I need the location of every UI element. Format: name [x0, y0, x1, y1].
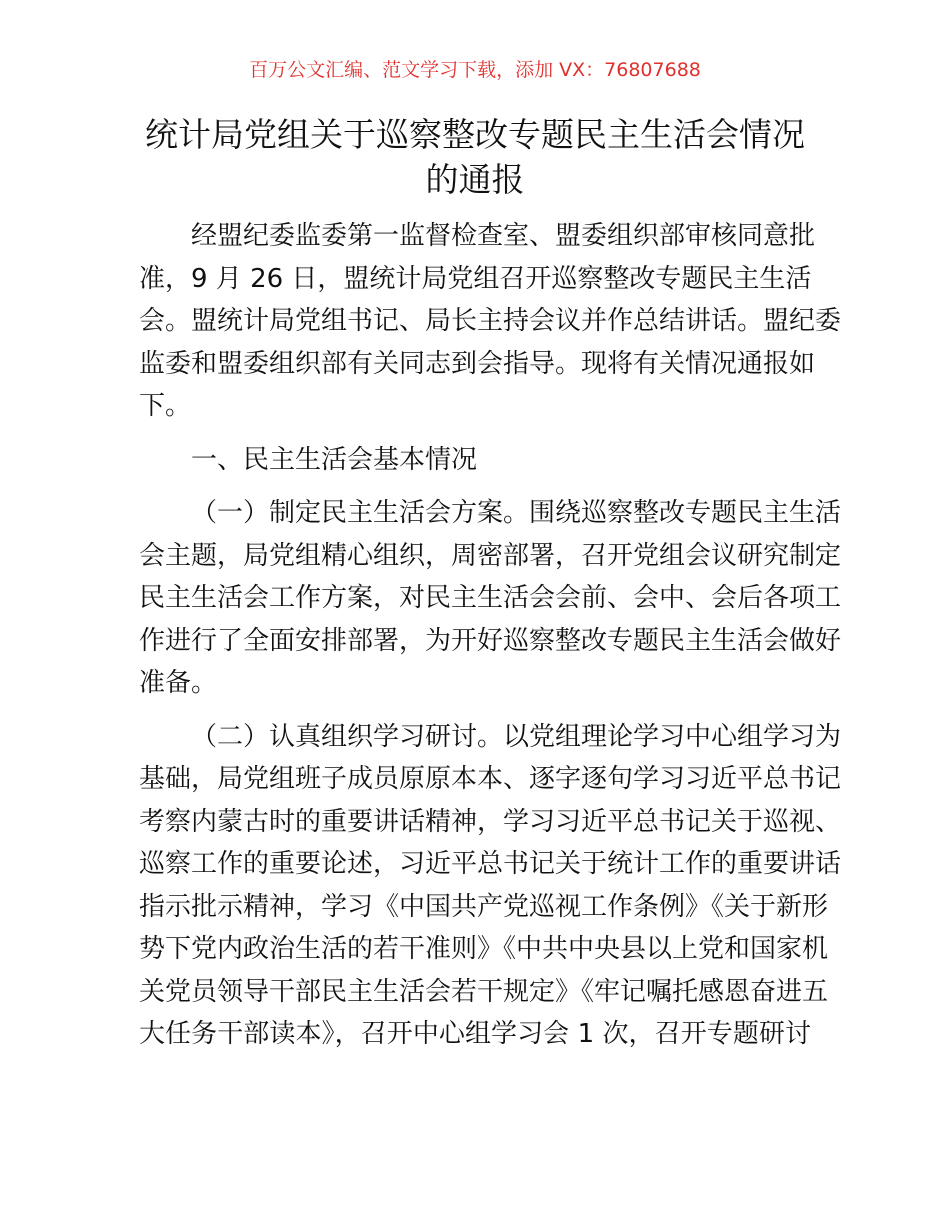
- title-line: 的通报: [425, 160, 525, 199]
- paragraph: [139, 716, 842, 1056]
- paragraph: [139, 492, 842, 705]
- text-line: 准备。: [139, 668, 218, 698]
- watermark-header: 百万公文汇编、范文学习下载，添加 VX：76807688: [249, 59, 701, 81]
- section-heading: [139, 439, 811, 482]
- text-line: 一、民主生活会基本情况: [191, 444, 478, 475]
- text-line: 基础，局党组班子成员原原本本、逐字逐句学习习近平总书记: [139, 764, 842, 794]
- text-line: 会。盟统计局党组书记、局长主持会议并作总结讲话。盟纪委: [139, 306, 842, 336]
- document-body: [139, 215, 842, 1067]
- document-title: [0, 112, 950, 202]
- paragraph: [139, 215, 842, 428]
- text-line: 经盟纪委监委第一监督检查室、盟委组织部审核同意批: [191, 221, 816, 251]
- text-line: 大任务干部读本》，召开中心组学习会 1 次，召开专题研讨: [139, 1019, 811, 1049]
- title-line: 统计局党组关于巡察整改专题民主生活会情况: [145, 115, 805, 154]
- text-line: 会主题，局党组精心组织，周密部署，召开党组会议研究制定: [139, 540, 842, 571]
- text-line: （二）认真组织学习研讨。以党组理论学习中心组学习为: [191, 721, 842, 752]
- text-line: 监委和盟委组织部有关同志到会指导。现将有关情况通报如: [139, 348, 816, 379]
- text-line: 指示批示精神，学习《中国共产党巡视工作条例》《关于新形: [139, 891, 829, 922]
- text-line: 下。: [139, 391, 192, 421]
- text-line: 准，9 月 26 日，盟统计局党组召开巡察整改专题民主生活: [139, 263, 812, 294]
- text-line: 关党员领导干部民主生活会若干规定》《牢记嘱托感恩奋进五: [139, 976, 829, 1007]
- text-line: 巡察工作的重要论述，习近平总书记关于统计工作的重要讲话: [139, 849, 842, 879]
- text-line: 势下党内政治生活的若干准则》《中共中央县以上党和国家机: [139, 934, 829, 964]
- text-line: 民主生活会工作方案，对民主生活会会前、会中、会后各项工: [139, 583, 842, 613]
- text-line: 考察内蒙古时的重要讲话精神，学习习近平总书记关于巡视、: [139, 806, 842, 837]
- text-line: （一）制定民主生活会方案。围绕巡察整改专题民主生活: [191, 498, 842, 528]
- text-line: 作进行了全面安排部署，为开好巡察整改专题民主生活会做好: [139, 625, 842, 656]
